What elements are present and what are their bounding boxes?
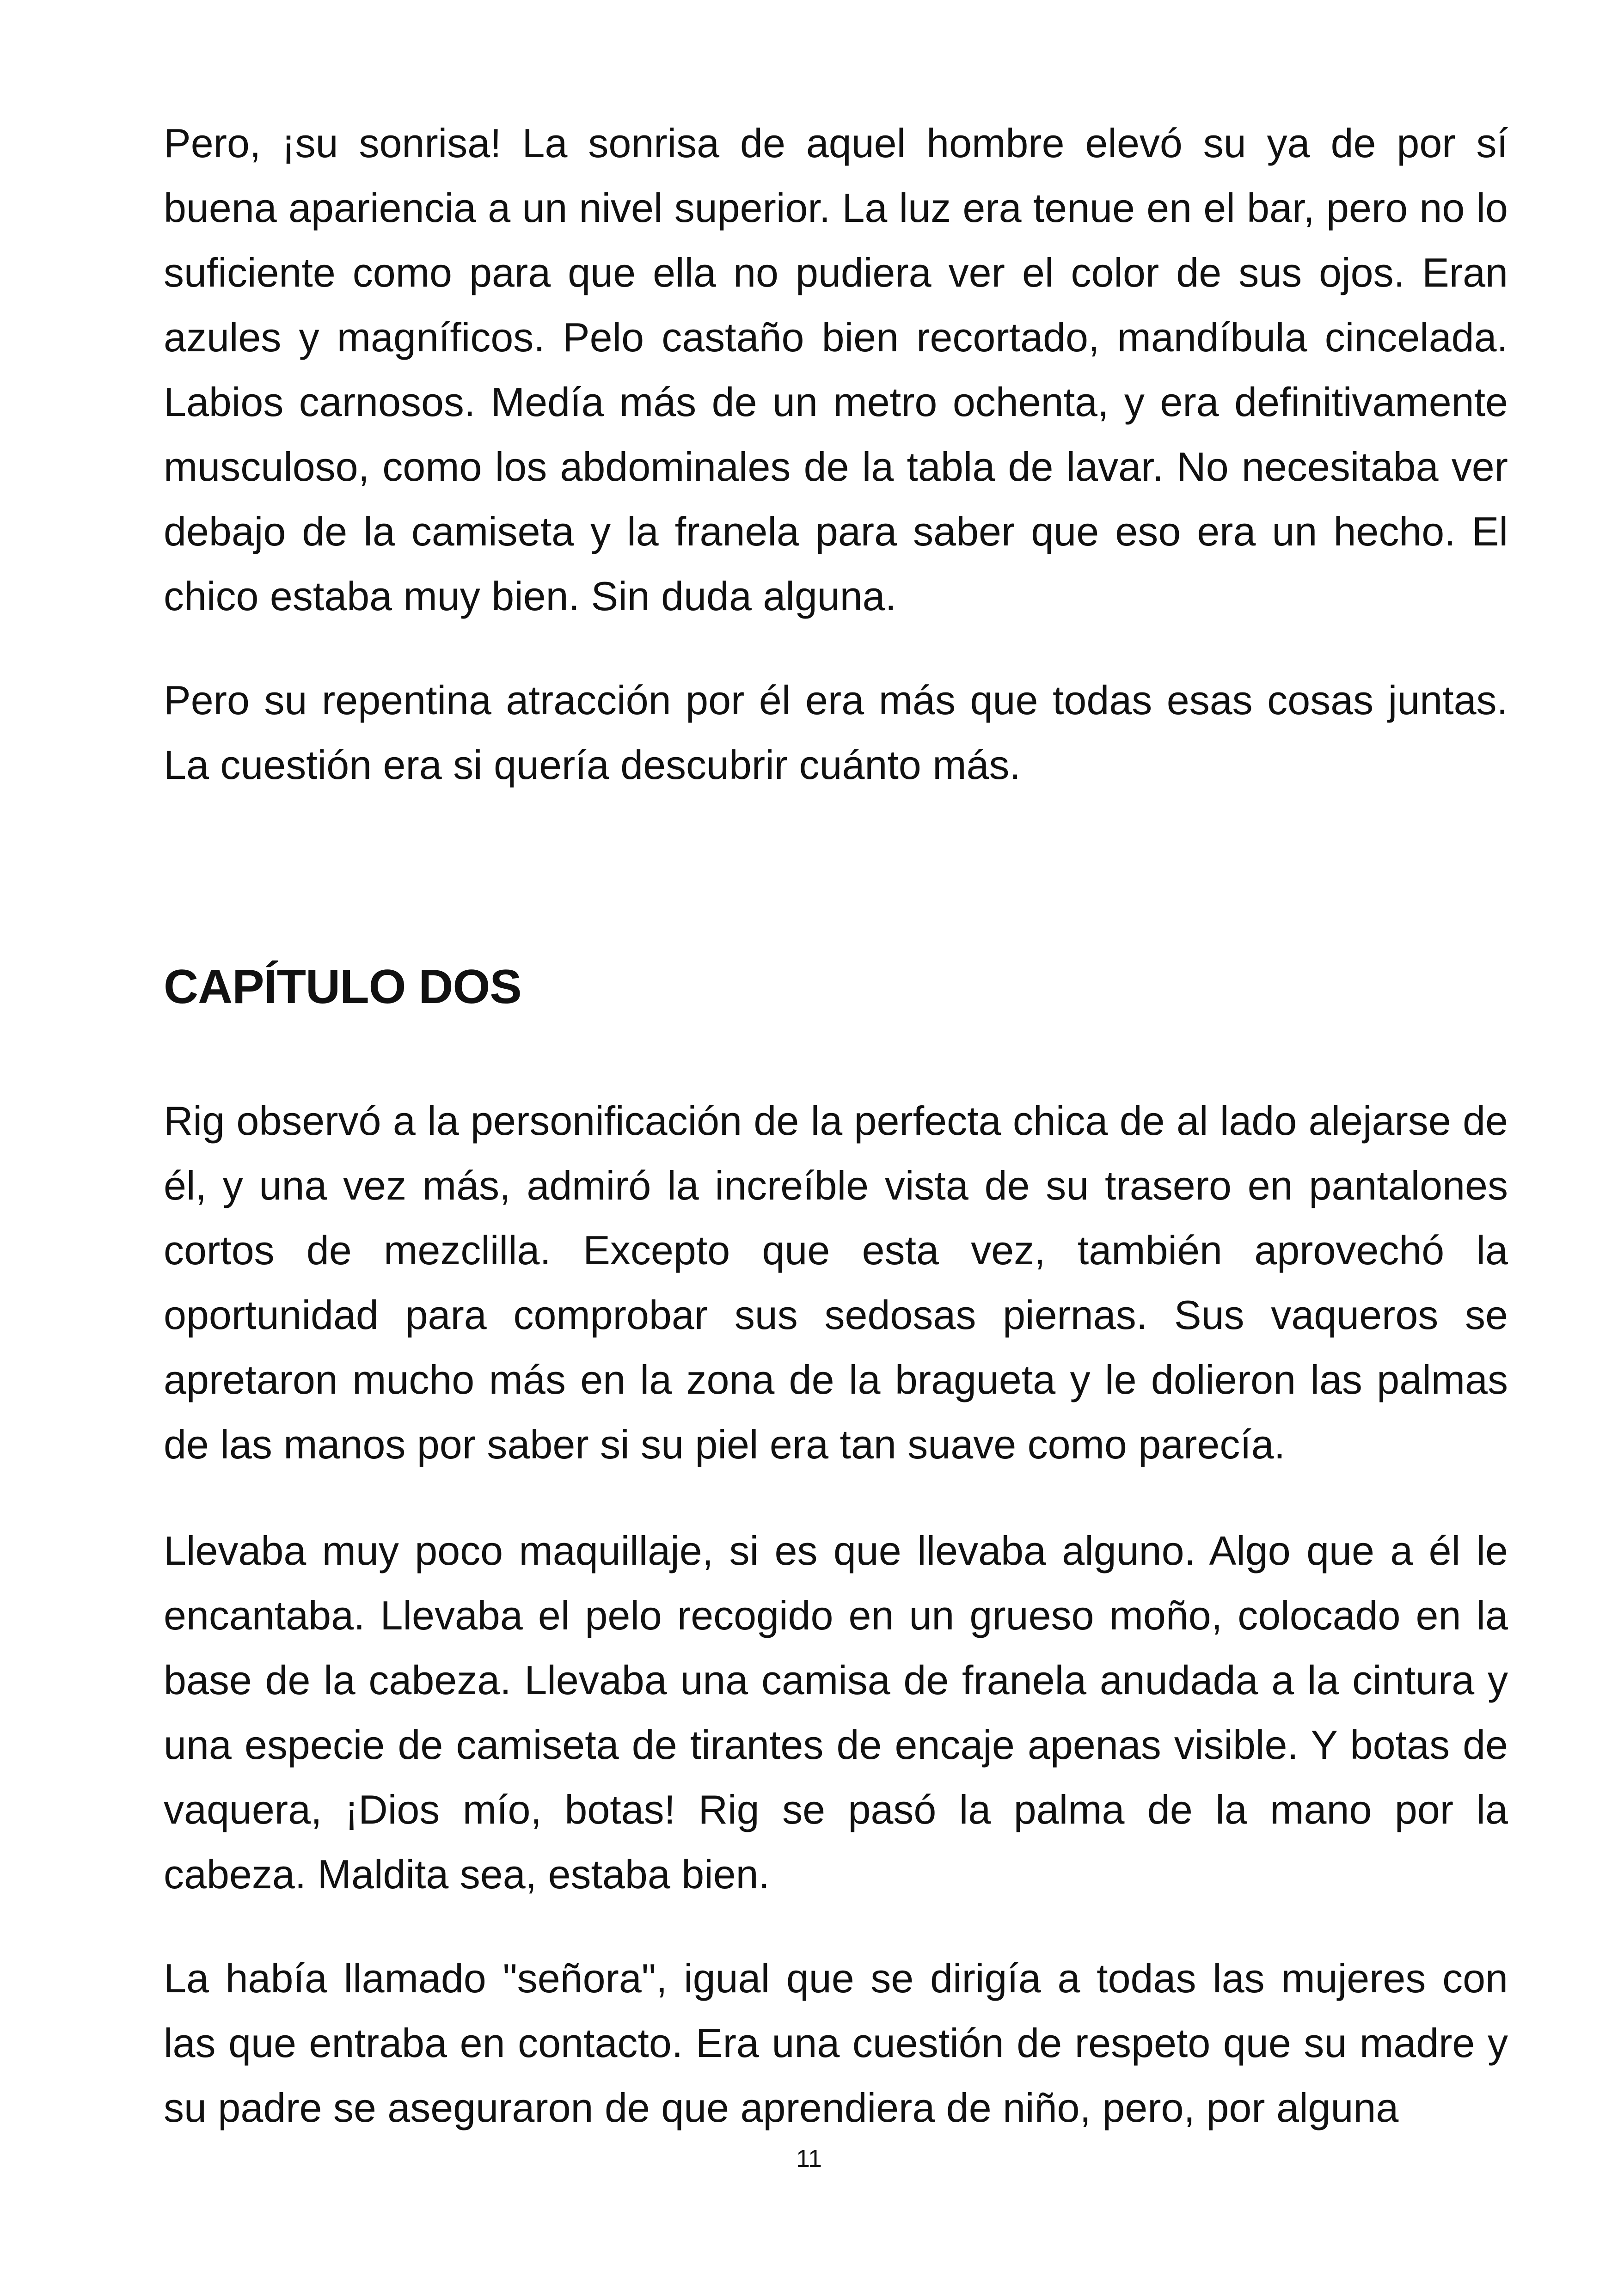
paragraph-1: Pero, ¡su sonrisa! La sonrisa de aquel hombre elevó su ya de por sí buena apariencia a un nivel superior. La luz era tenue en el bar, pero no lo suficiente como para que ella no pudiera ver el color de sus ojos. Eran azules y magníficos. Pelo castaño bien recortado, mandíbula cincelada. Labios carnosos. Medía más de un metro ochenta, y era definitivamente musculoso, como los abdominales de la tabla de lavar. No necesitaba ver debajo de la camiseta y la franela para saber que eso era un hecho. El chico estaba muy bien. Sin duda alguna. bbox=[164, 120, 1508, 619]
chapter-paragraph-2: Llevaba muy poco maquillaje, si es que llevaba alguno. Algo que a él le encantaba. Llevaba el pelo recogido en un grueso moño, colocado en la base de la cabeza. Llevaba una camisa de franela anudada a la cintura y una especie de camiseta de tirantes de encaje apenas visible. Y botas de vaquera, ¡Dios mío, botas! Rig se pasó la palma de la mano por la cabeza. Maldita sea, estaba bien. bbox=[164, 1528, 1508, 1897]
paragraph-2: Pero su repentina atracción por él era más que todas esas cosas juntas. La cuestión era si quería descubrir cuánto más. bbox=[164, 677, 1508, 788]
chapter-paragraph-1: Rig observó a la personificación de la perfecta chica de al lado alejarse de él, y una vez más, admiró la increíble vista de su trasero en pantalones cortos de mezclilla. Excepto que esta vez, también aprovechó la oportunidad para comprobar sus sedosas piernas. Sus vaqueros se apretaron mucho más en la zona de la bragueta y le dolieron las palmas de las manos por saber si su piel era tan suave como parecía. bbox=[164, 1098, 1508, 1467]
chapter-paragraph-3: La había llamado "señora", igual que se dirigía a todas las mujeres con las que entraba en contacto. Era una cuestión de respeto que su madre y su padre se aseguraron de que aprendiera de niño, pero, por alguna bbox=[164, 1955, 1508, 2131]
page-number: 11 bbox=[796, 2145, 822, 2173]
document-page bbox=[164, 0, 1508, 2296]
chapter-heading: CAPÍTULO DOS bbox=[164, 960, 521, 1014]
